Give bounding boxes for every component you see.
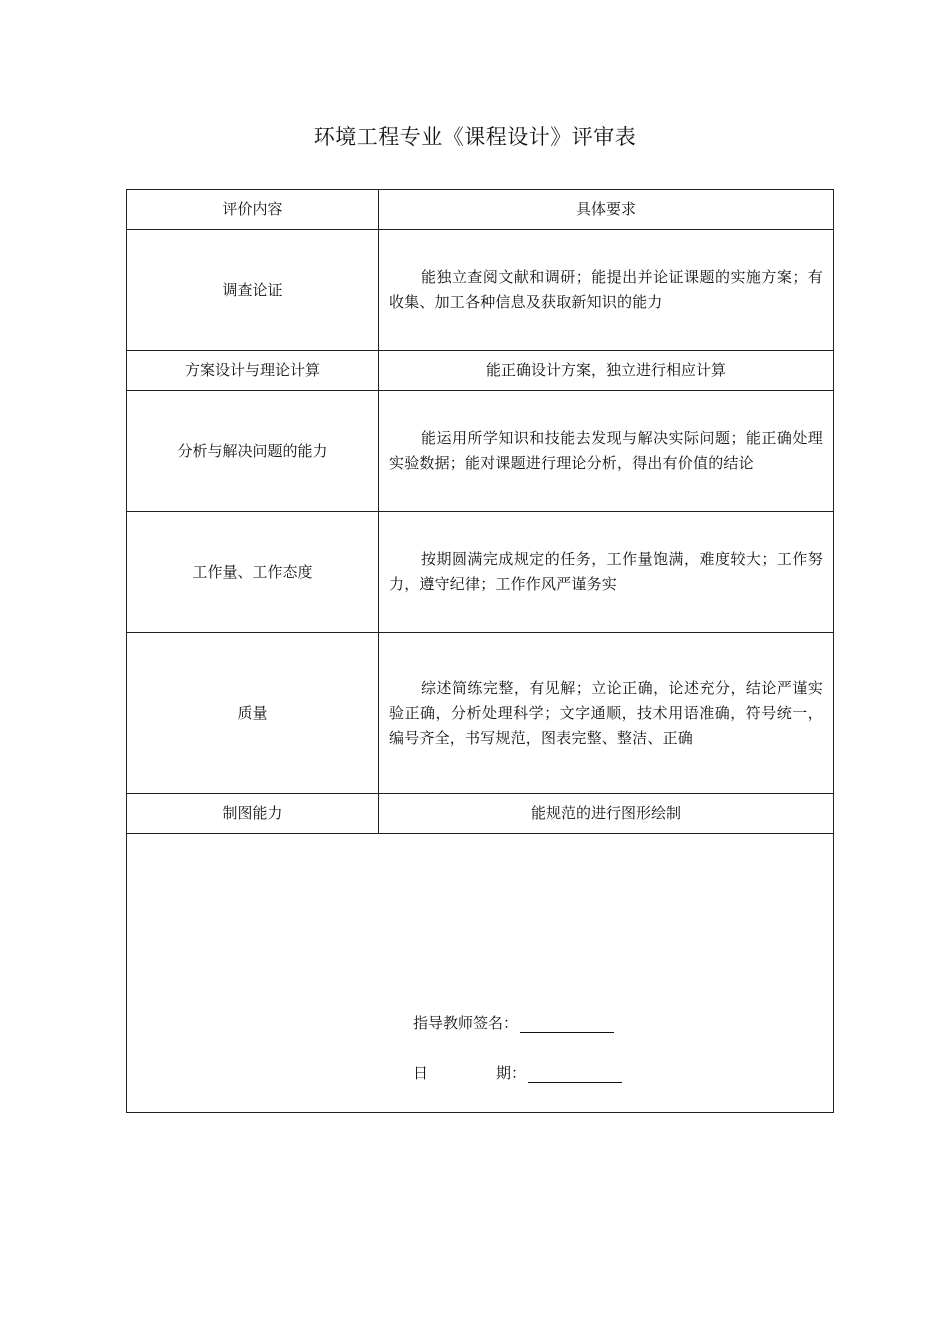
- teacher-signature-line: [413, 1013, 614, 1033]
- row-requirement-text: 按期圆满完成规定的任务，工作量饱满，难度较大；工作努力，遵守纪律；工作作风严谨务实: [389, 550, 823, 593]
- header-requirements: 具体要求: [379, 190, 834, 230]
- row-requirement-text: 能正确设计方案，独立进行相应计算: [379, 351, 834, 391]
- row-requirement-text: 综述简练完整，有见解；立论正确，论述充分，结论严谨实验正确，分析处理科学；文字通顺，技术用语准确，符号统一，编号齐全，书写规范，图表完整、整洁、正确: [389, 678, 823, 747]
- table-row: [127, 794, 834, 834]
- date-label-first: 日: [413, 1064, 429, 1082]
- row-requirement-cell: [379, 512, 834, 633]
- table-row: [127, 230, 834, 351]
- teacher-signature-label: 指导教师签名：: [413, 1014, 519, 1032]
- row-item-label: 质量: [127, 633, 379, 794]
- table-row: [127, 391, 834, 512]
- signature-row: [127, 834, 834, 1113]
- table-row: [127, 633, 834, 794]
- date-field[interactable]: [528, 1066, 622, 1083]
- signature-cell: [127, 834, 834, 1113]
- teacher-signature-field[interactable]: [520, 1016, 614, 1033]
- date-label-second: 期：: [496, 1064, 527, 1082]
- row-item-label: 调查论证: [127, 230, 379, 351]
- review-table: [126, 189, 834, 1113]
- row-requirement-cell: [379, 391, 834, 512]
- row-item-label: 制图能力: [127, 794, 379, 834]
- row-requirement-cell: [379, 230, 834, 351]
- row-requirement-text: 能独立查阅文献和调研；能提出并论证课题的实施方案；有收集、加工各种信息及获取新知识的能力: [389, 268, 823, 311]
- row-item-label: 方案设计与理论计算: [127, 351, 379, 391]
- table-header-row: [127, 190, 834, 230]
- table-row: [127, 512, 834, 633]
- row-item-label: 分析与解决问题的能力: [127, 391, 379, 512]
- row-requirement-text: 能规范的进行图形绘制: [379, 794, 834, 834]
- signature-block: [127, 834, 833, 1112]
- row-requirement-cell: [379, 633, 834, 794]
- row-requirement-text: 能运用所学知识和技能去发现与解决实际问题；能正确处理实验数据；能对课题进行理论分析，得出有价值的结论: [389, 429, 823, 472]
- header-evaluation-item: 评价内容: [127, 190, 379, 230]
- row-item-label: 工作量、工作态度: [127, 512, 379, 633]
- date-line: [413, 1063, 622, 1083]
- page-title: 环境工程专业《课程设计》评审表: [313, 125, 637, 149]
- table-row: [127, 351, 834, 391]
